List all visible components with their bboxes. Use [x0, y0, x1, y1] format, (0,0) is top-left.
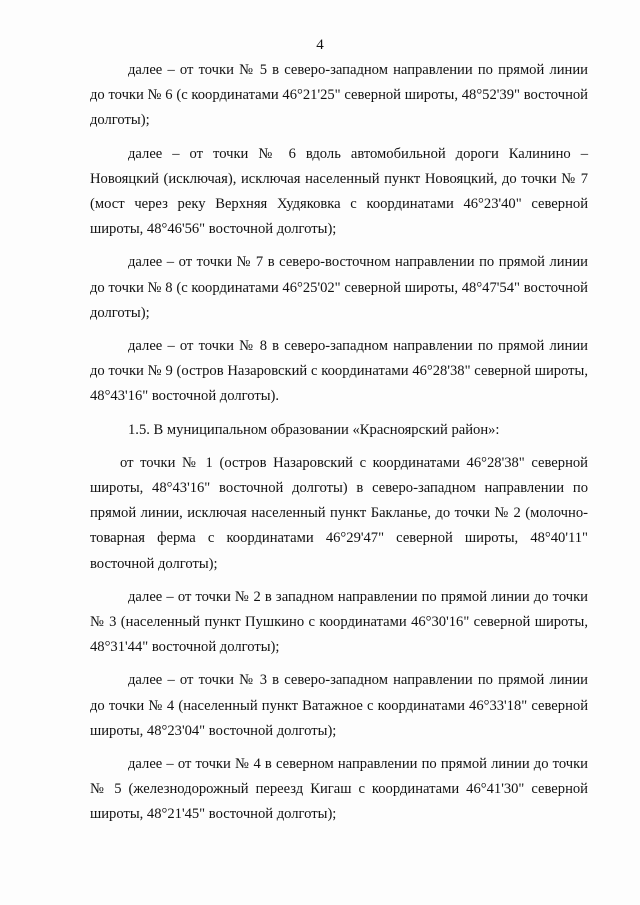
- paragraph-point-8-to-9: далее – от точки № 8 в северо-западном направлении по прямой линии до точки № 9 (остров Назаровский с координатами 46°28'38" северной широты, 48°43'16" восточной долготы).: [90, 338, 588, 405]
- section-heading-1-5: 1.5. В муниципальном образовании «Красноярский район»:: [128, 421, 500, 438]
- paragraph-point-7-to-8: далее – от точки № 7 в северо-восточном направлении по прямой линии до точки № 8 (с координатами 46°25'02" северной широты, 48°47'54" восточной долготы);: [90, 254, 588, 321]
- page-number: 4: [316, 37, 324, 53]
- paragraph-point-3-to-4: далее – от точки № 3 в северо-западном направлении по прямой линии до точки № 4 (населенный пункт Ватажное с координатами 46°33'18" северной широты, 48°23'04" восточной долготы);: [90, 672, 588, 739]
- document-body: [90, 58, 588, 836]
- paragraph-point-6-to-7: далее – от точки № 6 вдоль автомобильной дороги Калинино – Новояцкий (исключая), исключая населенный пункт Новояцкий, до точки № 7 (мост через реку Верхняя Худяковка с координатами 46°23'40" северной широты, 48°46'56" восточной долготы);: [90, 145, 588, 238]
- paragraph-point-5-to-6: далее – от точки № 5 в северо-западном направлении по прямой линии до точки № 6 (с координатами 46°21'25" северной широты, 48°52'39" восточной долготы);: [90, 62, 588, 129]
- paragraph-point-4-to-5: далее – от точки № 4 в северном направлении по прямой линии до точки № 5 (железнодорожный переезд Кигаш с координатами 46°41'30" северной широты, 48°21'45" восточной долготы);: [90, 756, 588, 823]
- paragraph-point-1-to-2: от точки № 1 (остров Назаровский с координатами 46°28'38" северной широты, 48°43'16" восточной долготы) в северо-западном направлении по прямой линии, исключая населенный пункт Бакланье, до точки № 2 (молочно-товарная ферма с координатами 46°29'47" северной широты, 48°40'11" восточной долготы);: [90, 454, 588, 572]
- paragraph-point-2-to-3: далее – от точки № 2 в западном направлении по прямой линии до точки № 3 (населенный пункт Пушкино с координатами 46°30'16" северной широты, 48°31'44" восточной долготы);: [90, 588, 588, 656]
